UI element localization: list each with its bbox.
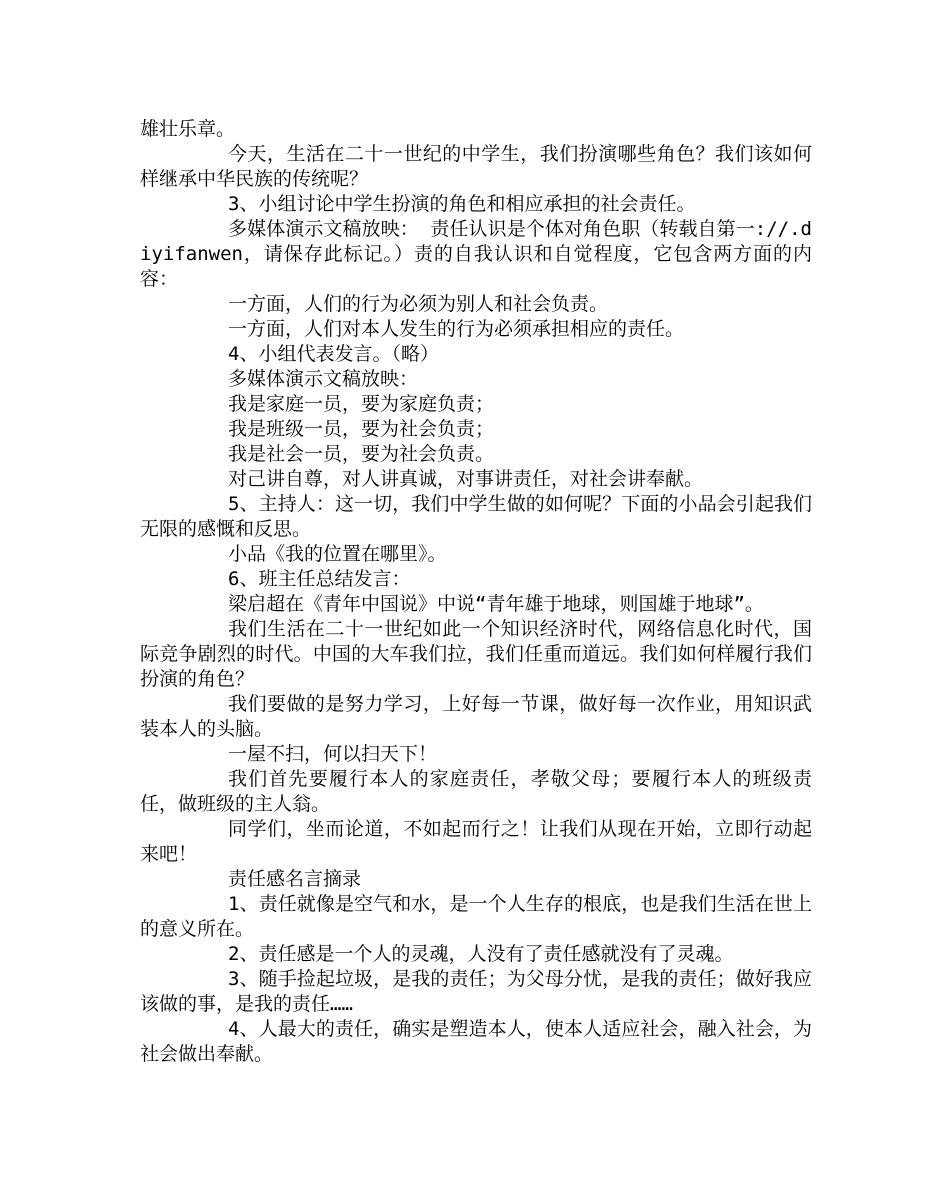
paragraph-24: 3、随手捡起垃圾，是我的责任；为父母分忧，是我的责任；做好我应该做的事，是我的责任…… (140, 968, 812, 1015)
document-body (140, 117, 812, 1067)
paragraph-16: 我们生活在二十一世纪如此一个知识经济时代，网络信息化时代，国际竞争剧烈的时代。中国的大车我们拉，我们任重而道远。我们如何样履行我们扮演的角色？ (140, 618, 812, 690)
paragraph-20: 同学们，坐而论道，不如起而行之！让我们从现在开始，立即行动起来吧！ (140, 818, 812, 865)
paragraph-8: 我是家庭一员，要为家庭负责； (228, 393, 495, 415)
paragraph-2: 3、小组讨论中学生扮演的角色和相应承担的社会责任。 (228, 193, 696, 215)
paragraph-11: 对己讲自尊，对人讲真诚，对事讲责任，对社会讲奉献。 (228, 468, 704, 490)
paragraph-23: 2、责任感是一个人的灵魂，人没有了责任感就没有了灵魂。 (228, 943, 734, 965)
paragraph-7: 多媒体演示文稿放映： (228, 368, 419, 390)
paragraph-0: 雄壮乐章。 (140, 118, 236, 140)
paragraph-25: 4、人最大的责任，确实是塑造本人，使本人适应社会，融入社会，为社会做出奉献。 (140, 1018, 812, 1065)
paragraph-18: 一屋不扫，何以扫天下！ (228, 743, 438, 765)
paragraph-15: 梁启超在《青年中国说》中说“青年雄于地球，则国雄于地球”。 (228, 593, 764, 615)
paragraph-22: 1、责任就像是空气和水，是一个人生存的根底，也是我们生活在世上的意义所在。 (140, 893, 812, 940)
paragraph-1: 今天，生活在二十一世纪的中学生，我们扮演哪些角色？我们该如何样继承中华民族的传统呢？ (140, 143, 812, 190)
paragraph-21: 责任感名言摘录 (228, 868, 362, 890)
paragraph-4: 一方面，人们的行为必须为别人和社会负责。 (228, 293, 609, 315)
paragraph-17: 我们要做的是努力学习，上好每一节课，做好每一次作业，用知识武装本人的头脑。 (140, 693, 812, 740)
paragraph-10: 我是社会一员，要为社会负责。 (228, 443, 495, 465)
paragraph-14: 6、班主任总结发言： (228, 568, 411, 590)
paragraph-12: 5、主持人：这一切，我们中学生做的如何呢？下面的小品会引起我们无限的感慨和反思。 (140, 493, 812, 540)
paragraph-9: 我是班级一员，要为社会负责； (228, 418, 495, 440)
paragraph-6: 4、小组代表发言。（略） (228, 343, 439, 365)
paragraph-13: 小品《我的位置在哪里》。 (228, 543, 447, 565)
paragraph-19: 我们首先要履行本人的家庭责任，孝敬父母；要履行本人的班级责任，做班级的主人翁。 (140, 768, 812, 815)
paragraph-3: 多媒体演示文稿放映： 责任认识是个体对角色职（转载自第一://.diyifanwen，请保存此标记。）责的自我认识和自觉程度，它包含两方面的内容： (140, 218, 812, 290)
paragraph-5: 一方面，人们对本人发生的行为必须承担相应的责任。 (228, 318, 685, 340)
